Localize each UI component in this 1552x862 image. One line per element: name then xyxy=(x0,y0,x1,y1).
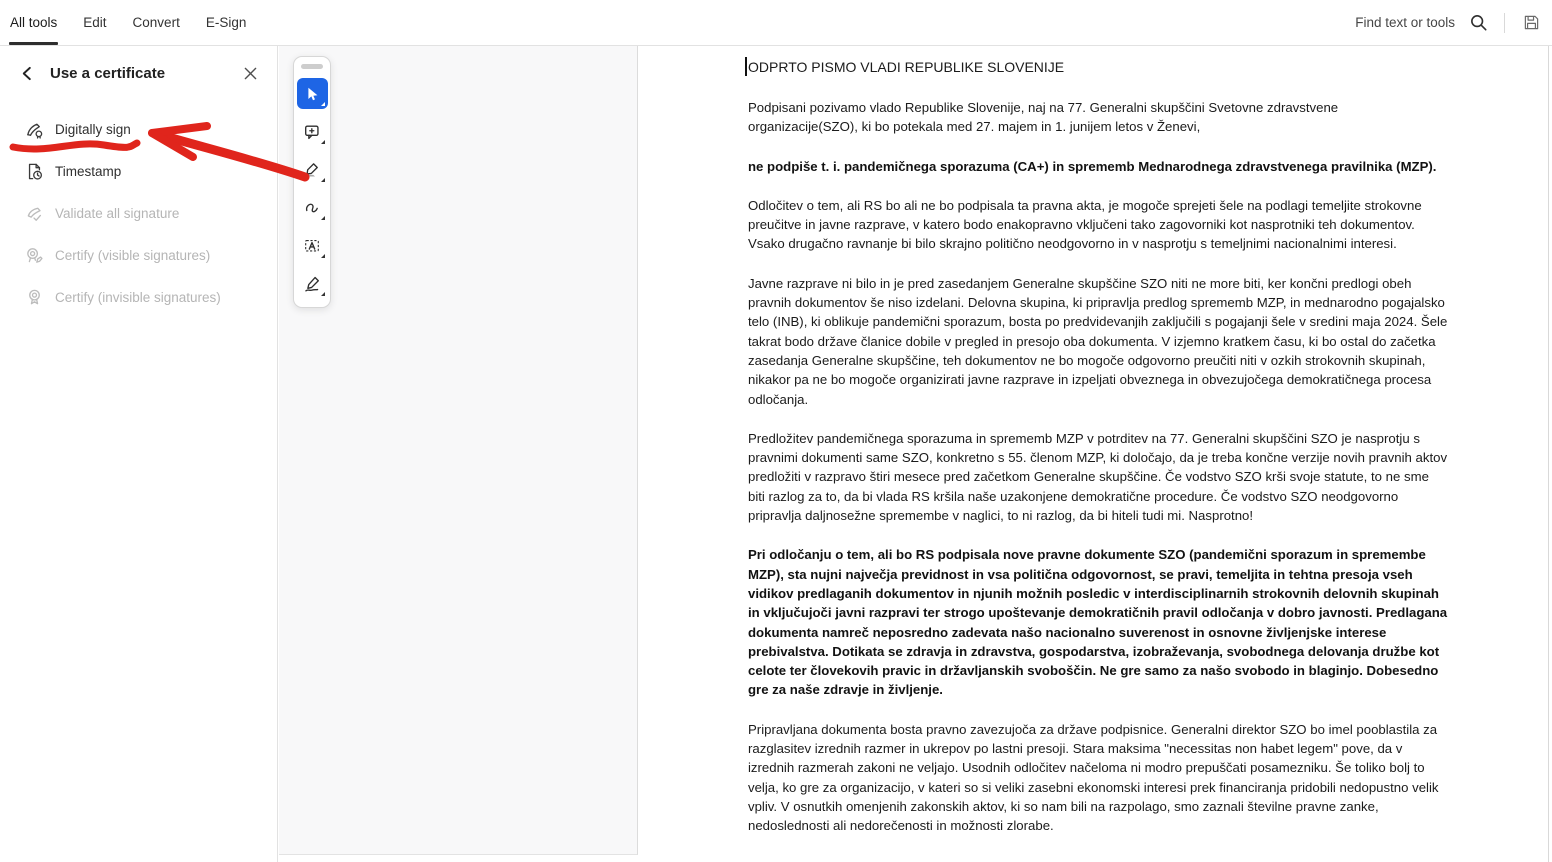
panel-item-label: Certify (visible signatures) xyxy=(55,247,211,263)
panel-header xyxy=(0,46,277,84)
comment-icon xyxy=(303,123,321,141)
draw-tool-button[interactable] xyxy=(297,192,328,223)
tab-e-sign[interactable]: E-Sign xyxy=(205,15,247,30)
document-content xyxy=(748,58,1448,856)
panel-item-certify-visible xyxy=(0,234,277,276)
document-paragraph: Podpisani pozivamo vlado Republike Slovenije, naj na 77. Generalni skupščini Svetovne zdravstvene organizacije(SZO), ki bo potekala med 27. majem in 1. junijem letos v Ženevi, xyxy=(748,100,1339,135)
text-select-icon xyxy=(303,237,321,255)
panel-item-timestamp[interactable] xyxy=(0,150,277,192)
panel-title: Use a certificate xyxy=(50,64,166,82)
topbar-right-group xyxy=(1355,0,1552,45)
certify-invisible-icon xyxy=(24,288,44,307)
topbar-divider xyxy=(1504,13,1505,33)
search-icon[interactable] xyxy=(1465,10,1491,36)
document-title: ODPRTO PISMO VLADI REPUBLIKE SLOVENIJE xyxy=(748,58,1448,77)
document-paragraph: ne podpiše t. i. pandemičnega sporazuma (CA+) in sprememb Mednarodnega zdravstvenega pravilnika (MZP). xyxy=(748,158,1437,174)
validate-signature-icon xyxy=(24,204,44,223)
fill-sign-tool-button[interactable] xyxy=(297,268,328,299)
panel-item-label: Digitally sign xyxy=(55,121,131,137)
panel-item-label: Timestamp xyxy=(55,163,122,179)
panel-item-digitally-sign[interactable] xyxy=(0,108,277,150)
certificate-tool-list xyxy=(0,108,277,318)
use-certificate-panel xyxy=(0,46,278,862)
main-tabs xyxy=(0,0,246,45)
timestamp-icon xyxy=(24,162,44,181)
pdf-page[interactable] xyxy=(638,46,1548,862)
document-paragraph: Pripravljana dokumenta bosta pravno zavezujoča za države podpisnice. Generalni direktor SZO bo imel pooblastila za razglasitev izrednih razmer in ukrepov po lastni presoji. Stara maksima "necessitas non habet legem" pove, da v izrednih razmerah zakoni ne veljajo. Usodnih odločitev načeloma ni modro prepuščati posamezniku. Še toliko bolj to velja, ko gre za organizacijo, v kateri so si veliki zasebni ekonomski interesi prek financiranja pridobili nedopustno velik vpliv. V osnutkih omenjenih zakonskih aktov, ki so nam bili na razpolago, smo zaznali številne pravne zanke, nedoslednosti ali nedorečenosti in možnosti zlorabe. xyxy=(748,721,1439,834)
digitally-sign-icon xyxy=(24,120,44,139)
panel-item-validate-all-signature xyxy=(0,192,277,234)
toolbar-drag-handle[interactable] xyxy=(301,64,323,69)
text-cursor xyxy=(745,57,747,76)
panel-item-certify-invisible xyxy=(0,276,277,318)
find-text-or-tools[interactable] xyxy=(1355,10,1491,36)
top-toolbar xyxy=(0,0,1552,46)
signature-pen-icon xyxy=(303,275,321,293)
panel-item-label: Validate all signature xyxy=(55,205,180,221)
highlighter-icon xyxy=(303,161,321,179)
save-icon[interactable] xyxy=(1518,10,1544,36)
find-text-label: Find text or tools xyxy=(1355,15,1455,30)
back-button[interactable] xyxy=(16,62,38,84)
close-icon[interactable] xyxy=(239,62,261,84)
certify-visible-icon xyxy=(24,246,44,265)
quick-tools-toolbar xyxy=(293,56,331,308)
comment-tool-button[interactable] xyxy=(297,116,328,147)
tab-convert[interactable]: Convert xyxy=(132,15,180,30)
tab-all-tools[interactable]: All tools xyxy=(10,0,57,45)
draw-icon xyxy=(303,199,321,217)
panel-item-label: Certify (invisible signatures) xyxy=(55,289,221,305)
page-right-border xyxy=(1548,46,1549,862)
document-paragraph: Pri odločanju o tem, ali bo RS podpisala nove pravne dokumente SZO (pandemični sporazum in spremembe MZP), sta nujni največja previdnost in vsa politična odgovornost, se pravi, temeljita in tehtna presoja vseh vidikov predlaganih dokumentov in njunih možnih posledic v interdisciplinarnih strokovnih delovnih skupinah in vključujoči javni razpravi ter strogo upoštevanje demokratičnih pravil odločanja v dobro javnosti. Predlagana dokumenta namreč neposredno zadevata našo nacionalno suverenost in osnovne življenjske interese prebivalstva. Dotikata se zdravja in zdravstva, gospodarstva, izobraževanja, svobodnega delovanja družbe kot celote ter človekovih pravic in državljanskih svoboščin. Ne gre samo za našo svobodo in blaginjo. Dobesedno gre za naše zdravje in življenje. xyxy=(748,547,1448,698)
viewer-background xyxy=(279,46,638,855)
add-text-tool-button[interactable] xyxy=(297,230,328,261)
highlight-tool-button[interactable] xyxy=(297,154,328,185)
tab-edit[interactable]: Edit xyxy=(83,15,107,30)
select-cursor-icon xyxy=(303,85,321,103)
document-paragraph: Predložitev pandemičnega sporazuma in sprememb MZP v potrditev na 77. Generalni skupščini SZO je nasprotju s pravnimi dokumenti same SZO, konkretno s 55. členom MZP, ki določajo, da je treba končne verzije novih pravnih aktov predložiti v razpravo štiri mesece pred začetkom Generalne skupščine. Če vodstvo SZO krši svoje statute, to ne sme biti razlog za to, da bi vlada RS kršila naše uzakonjene demokratične procedure. Če vodstvo SZO neodgovorno pripravlja daljnosežne spremembe v naglici, to ni razlog, da bi hiteli tudi mi. Nasprotno! xyxy=(748,430,1448,524)
select-tool-button[interactable] xyxy=(297,78,328,109)
document-paragraph: Odločitev o tem, ali RS bo ali ne bo podpisala ta pravna akta, je mogoče sprejeti šele na podlagi temeljite strokovne preučitve in javne razprave, v katero bodo enakopravno vključeni tako zagovorniki kot nasprotniki teh dokumentov. Vsako drugačno ravnanje bi bilo skrajno politično neodgovorno in v nasprotju s temeljnimi nacionalnimi interesi. xyxy=(748,197,1422,252)
document-paragraph: Javne razprave ni bilo in je pred zasedanjem Generalne skupščine SZO niti ne more biti, ker končni predlogi obeh pravnih dokumentov še niso izdelani. Delovna skupina, ki pripravlja predlog sprememb MZP, in mednarodno pogajalsko telo (INB), ki oblikuje pandemični sporazum, bosta po predvidevanjih zaključili s pogajanji šele v sredini maja 2024. Šele takrat bodo države članice dobile v pregled in presojo oba dokumenta. V izjemno kratkem času, ki bo ostal do začetka zasedanja Generalne skupščine, teh dokumentov ne bo mogoče odgovorno preučiti niti v ozkih strokovnih skupinah, nikakor pa ne bo mogoče organizirati javne razprave in izpeljati obveznega in obvezujočega demokratičnega procesa odločanja. xyxy=(748,275,1448,407)
